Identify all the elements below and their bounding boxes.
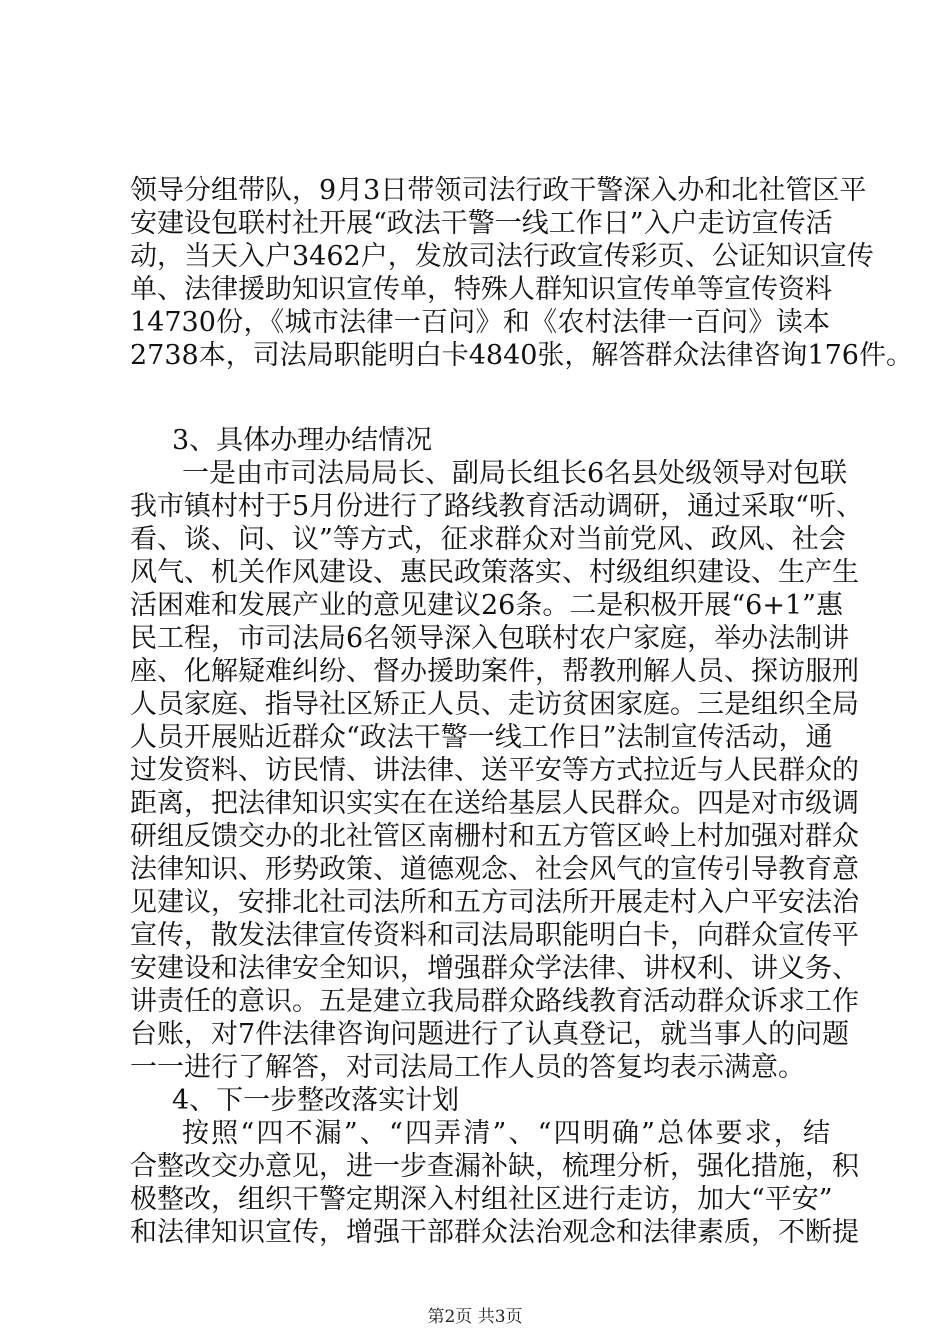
- text-line: 活困难和发展产业的意见建议26条。二是积极开展“6+1”惠: [130, 590, 843, 621]
- text-line: 合整改交办意见，进一步查漏补缺，梳理分析，强化措施，积: [130, 1151, 859, 1182]
- text-line: 过发资料、访民情、讲法律、送平安等方式拉近与人民群众的: [130, 755, 859, 786]
- text-line: 极整改，组织干警定期深入村组社区进行走访，加大“平安”: [130, 1184, 833, 1215]
- text-line: 一是由市司法局局长、副局长组长6名县处级领导对包联: [182, 458, 848, 489]
- text-line: 我市镇村村于5月份进行了路线教育活动调研，通过采取“听、: [130, 491, 863, 522]
- text-line: 人员家庭、指导社区矫正人员、走访贫困家庭。三是组织全局: [130, 689, 859, 720]
- text-line: 见建议，安排北社司法所和五方司法所开展走村入户平安法治: [130, 887, 859, 918]
- text-line: 安建设包联村社开展“政法干警一线工作日”入户走访宣传活: [130, 208, 833, 239]
- text-line: 按照“四不漏”、“四弄清”、“四明确”总体要求，结: [182, 1118, 830, 1149]
- text-line: 一一进行了解答，对司法局工作人员的答复均表示满意。: [130, 1052, 805, 1083]
- text-line: 座、化解疑难纠纷、督办援助案件，帮教刑解人员、探访服刑: [130, 656, 859, 687]
- text-line: 领导分组带队，9月3日带领司法行政干警深入办和北社管区平: [130, 175, 867, 206]
- text-line: 宣传，散发法律宣传资料和司法局职能明白卡，向群众宣传平: [130, 920, 859, 951]
- text-line: 2738本，司法局职能明白卡4840张，解答群众法律咨询176件。: [130, 340, 913, 371]
- page-body: [130, 174, 913, 1249]
- text-line: 看、谈、问、议”等方式，征求群众对当前党风、政风、社会: [130, 524, 846, 555]
- text-line: 法律知识、形势政策、道德观念、社会风气的宣传引导教育意: [130, 854, 859, 885]
- text-line: 研组反馈交办的北社管区南栅村和五方管区岭上村加强对群众: [130, 821, 859, 852]
- paragraph-1: [130, 174, 913, 372]
- text-line: 风气、机关作风建设、惠民政策落实、村级组织建设、生产生: [130, 557, 859, 588]
- text-line: 安建设和法律安全知识，增强群众学法律、讲权利、讲义务、: [130, 953, 859, 984]
- section-heading-3: 3、具体办理办结情况: [172, 425, 433, 456]
- paragraph-3: [130, 1117, 859, 1249]
- text-line: 距离，把法律知识实实在在送给基层人民群众。四是对市级调: [130, 788, 859, 819]
- text-line: 14730份，《城市法律一百问》和《农村法律一百问》读本: [130, 307, 830, 338]
- text-line: 和法律知识宣传，增强干部群众法治观念和法律素质，不断提: [130, 1217, 859, 1248]
- text-line: 单、法律援助知识宣传单，特殊人群知识宣传单等宣传资料: [130, 274, 832, 305]
- text-line: 人员开展贴近群众“政法干警一线工作日”法制宣传活动，通: [130, 722, 833, 753]
- paragraph-2: [130, 457, 863, 1084]
- paragraph-gap: [130, 372, 830, 424]
- page-footer: 第2页 共3页: [427, 1307, 523, 1327]
- text-line: 讲责任的意识。五是建立我局群众路线教育活动群众诉求工作: [130, 986, 859, 1017]
- text-line: 动，当天入户3462户，发放司法行政宣传彩页、公证知识宣传: [130, 241, 874, 272]
- text-line: 台账，对7件法律咨询问题进行了认真登记，就当事人的问题: [130, 1019, 850, 1050]
- text-line: 民工程，市司法局6名领导深入包联村农户家庭，举办法制讲: [130, 623, 850, 654]
- section-heading-4: 4、下一步整改落实计划: [172, 1085, 460, 1116]
